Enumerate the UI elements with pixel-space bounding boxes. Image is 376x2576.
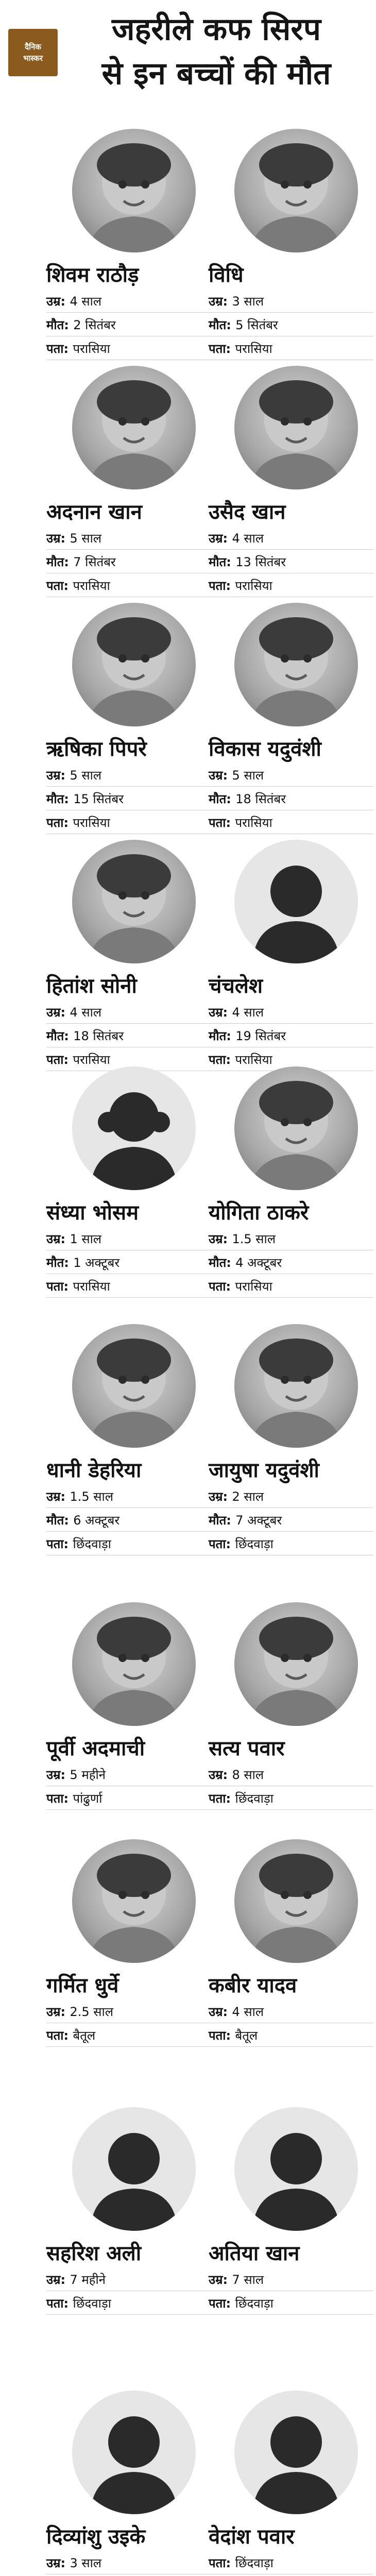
- colon: :: [223, 1489, 232, 1504]
- child-death-row: [209, 1027, 376, 1045]
- row-divider: [46, 2314, 211, 2315]
- age-value: 1 साल: [70, 1232, 102, 1246]
- age-label: उम्र: [209, 531, 223, 546]
- address-label: पता: [46, 1053, 64, 1067]
- colon: :: [60, 294, 70, 309]
- colon: :: [223, 768, 232, 783]
- child-card: [209, 366, 376, 608]
- address-value: छिंदवाड़ा: [73, 1537, 111, 1551]
- child-card: [209, 1324, 376, 1566]
- child-address-row: [46, 2295, 221, 2312]
- child-age-row: [46, 1230, 221, 1248]
- child-card: [46, 1066, 221, 1309]
- child-age-row: [46, 2003, 221, 2021]
- child-death-row: [46, 790, 221, 808]
- child-death-row: [46, 1027, 221, 1045]
- child-name: वेदांश पवार: [209, 2525, 295, 2549]
- row-divider: [46, 549, 211, 550]
- death-value: 5 सितंबर: [235, 318, 278, 332]
- child-card: [46, 603, 221, 845]
- address-label: पता: [46, 816, 64, 830]
- row-divider: [209, 312, 373, 313]
- child-name: गर्मित धुर्वे: [46, 1974, 119, 1997]
- colon: :: [226, 1537, 235, 1551]
- address-value: परासिया: [73, 1279, 110, 1294]
- death-label: मौत: [46, 555, 64, 569]
- colon: :: [60, 1232, 70, 1246]
- death-value: 2 सितंबर: [73, 318, 116, 332]
- child-photo: [72, 603, 196, 726]
- address-value: बैतूल: [235, 2028, 258, 2043]
- age-label: उम्र: [46, 1005, 61, 1020]
- child-age-row: [209, 767, 376, 784]
- child-death-row: [209, 1512, 376, 1529]
- age-label: उम्र: [209, 1232, 223, 1246]
- child-age-row: [46, 1004, 221, 1021]
- address-value: परासिया: [235, 579, 272, 593]
- colon: :: [60, 531, 70, 546]
- address-label: पता: [46, 579, 64, 593]
- colon: :: [226, 555, 236, 569]
- age-value: 4 साल: [70, 294, 102, 309]
- age-value: 5 महीने: [70, 1768, 106, 1782]
- colon: :: [64, 318, 74, 332]
- child-death-row: [46, 1512, 221, 1529]
- child-name: कबीर यादव: [209, 1974, 297, 1997]
- address-label: पता: [46, 1279, 64, 1294]
- child-age-row: [209, 1230, 376, 1248]
- child-card: [209, 1839, 376, 2081]
- age-label: उम्र: [209, 1768, 223, 1782]
- address-value: परासिया: [235, 342, 272, 356]
- child-name: विधि: [209, 263, 244, 287]
- child-age-row: [209, 293, 376, 310]
- child-card: [46, 2391, 221, 2576]
- row-divider: [46, 2046, 211, 2047]
- death-value: 4 अक्टूबर: [235, 1256, 282, 1270]
- address-value: छिंदवाड़ा: [73, 2296, 111, 2311]
- child-photo: [234, 129, 358, 252]
- age-label: उम्र: [46, 1232, 61, 1246]
- age-value: 2.5 साल: [70, 2005, 113, 2019]
- child-card: [209, 129, 376, 371]
- age-value: 1.5 साल: [232, 1232, 276, 1246]
- age-label: उम्र: [46, 1768, 61, 1782]
- colon: :: [63, 579, 73, 593]
- age-label: उम्र: [46, 1489, 61, 1504]
- child-card: [46, 1602, 221, 1844]
- child-name: चंचलेश: [209, 974, 263, 998]
- child-card: [46, 1839, 221, 2081]
- child-card: [46, 2107, 221, 2349]
- child-address-row: [209, 1790, 376, 1807]
- child-photo: [72, 840, 196, 963]
- address-value: छिंदवाड़ा: [235, 2556, 274, 2570]
- title-line-1: जहरीले कफ सिरप: [112, 11, 321, 47]
- colon: :: [226, 2296, 235, 2311]
- address-label: पता: [209, 2556, 226, 2570]
- age-label: उम्र: [46, 2556, 61, 2570]
- child-name: अतिया खान: [209, 2242, 300, 2265]
- colon: :: [226, 816, 235, 830]
- address-label: पता: [209, 579, 226, 593]
- death-label: मौत: [46, 792, 64, 806]
- death-label: मौत: [209, 318, 227, 332]
- child-address-row: [46, 1051, 221, 1069]
- child-death-row: [209, 316, 376, 334]
- colon: :: [60, 2556, 70, 2570]
- child-age-row: [46, 293, 221, 310]
- child-death-row: [46, 316, 221, 334]
- child-address-row: [209, 2295, 376, 2312]
- address-label: पता: [209, 342, 226, 356]
- colon: :: [226, 1256, 236, 1270]
- child-age-row: [209, 2271, 376, 2289]
- row-divider: [46, 1507, 211, 1508]
- age-value: 4 साल: [70, 1005, 102, 1020]
- child-name: शिवम राठौड़: [46, 263, 139, 287]
- child-card: [209, 840, 376, 1082]
- colon: :: [226, 1513, 236, 1528]
- dainik-bhaskar-logo: [8, 29, 58, 76]
- colon: :: [226, 1053, 235, 1067]
- colon: :: [63, 342, 73, 356]
- colon: :: [226, 579, 235, 593]
- row-divider: [46, 786, 211, 787]
- address-label: पता: [209, 1279, 226, 1294]
- child-name: उसैद खान: [209, 500, 286, 524]
- child-photo: [72, 1602, 196, 1726]
- child-name: विकास यदुवंशी: [209, 737, 321, 761]
- address-value: परासिया: [235, 816, 272, 830]
- child-photo: [72, 129, 196, 252]
- death-label: मौत: [46, 1513, 64, 1528]
- address-label: पता: [46, 2028, 64, 2043]
- colon: :: [226, 342, 235, 356]
- child-card: [209, 1602, 376, 1844]
- child-photo: [72, 1324, 196, 1448]
- child-name: पूर्वी अदमाची: [46, 1737, 145, 1760]
- child-address-row: [209, 2027, 376, 2044]
- row-divider: [209, 2046, 373, 2047]
- address-value: परासिया: [73, 579, 110, 593]
- child-card: [46, 129, 221, 371]
- child-card: [46, 366, 221, 608]
- age-label: उम्र: [46, 294, 61, 309]
- child-photo: [234, 1066, 358, 1190]
- title-line-2: से इन बच्चों की मौत: [101, 56, 331, 92]
- colon: :: [60, 1768, 70, 1782]
- child-card: [46, 840, 221, 1082]
- age-label: उम्र: [209, 294, 223, 309]
- child-address-row: [209, 1278, 376, 1295]
- age-value: 3 साल: [70, 2556, 102, 2570]
- colon: :: [63, 1791, 73, 1806]
- death-value: 15 सितंबर: [73, 792, 124, 806]
- age-value: 5 साल: [232, 768, 264, 783]
- age-value: 8 साल: [232, 1768, 264, 1782]
- age-value: 4 साल: [232, 531, 264, 546]
- address-value: परासिया: [73, 1053, 110, 1067]
- colon: :: [64, 1256, 74, 1270]
- colon: :: [63, 2296, 73, 2311]
- death-label: मौत: [209, 1513, 227, 1528]
- age-value: 1.5 साल: [70, 1489, 113, 1504]
- child-card: [209, 603, 376, 845]
- row-divider: [209, 1023, 373, 1024]
- colon: :: [223, 294, 232, 309]
- child-address-row: [209, 1535, 376, 1553]
- address-value: परासिया: [235, 1053, 272, 1067]
- address-label: पता: [209, 1053, 226, 1067]
- row-divider: [46, 1023, 211, 1024]
- death-label: मौत: [209, 792, 227, 806]
- child-photo: [72, 1839, 196, 1963]
- row-divider: [46, 1297, 211, 1298]
- child-age-row: [209, 530, 376, 547]
- colon: :: [226, 318, 236, 332]
- colon: :: [63, 1537, 73, 1551]
- row-divider: [46, 312, 211, 313]
- colon: :: [226, 1791, 235, 1806]
- row-divider: [209, 2314, 373, 2315]
- death-value: 18 सितंबर: [235, 792, 286, 806]
- age-label: उम्र: [209, 1005, 223, 1020]
- age-label: उम्र: [46, 531, 61, 546]
- colon: :: [226, 2028, 235, 2043]
- address-label: पता: [46, 342, 64, 356]
- address-value: छिंदवाड़ा: [235, 2296, 274, 2311]
- header: [0, 0, 376, 118]
- child-age-row: [46, 2554, 221, 2572]
- death-label: मौत: [46, 1029, 64, 1043]
- address-label: पता: [46, 1791, 64, 1806]
- row-divider: [209, 1531, 373, 1532]
- child-name: सत्य पवार: [209, 1737, 285, 1760]
- address-label: पता: [209, 2296, 226, 2311]
- child-photo: [234, 1839, 358, 1963]
- child-name: ऋषिका पिपरे: [46, 737, 147, 761]
- child-photo: [234, 603, 358, 726]
- age-label: उम्र: [209, 2273, 223, 2287]
- age-label: उम्र: [209, 2005, 223, 2019]
- silhouette-icon: [72, 2391, 196, 2514]
- child-name: जायुषा यदुवंशी: [209, 1459, 319, 1482]
- death-value: 1 अक्टूबर: [73, 1256, 120, 1270]
- address-label: पता: [46, 1537, 64, 1551]
- row-divider: [46, 1809, 211, 1810]
- child-address-row: [209, 577, 376, 595]
- age-value: 5 साल: [70, 768, 102, 783]
- age-label: उम्र: [46, 768, 61, 783]
- age-value: 5 साल: [70, 531, 102, 546]
- colon: :: [226, 2556, 235, 2570]
- colon: :: [63, 2028, 73, 2043]
- child-photo: [234, 1602, 358, 1726]
- child-name: दिव्यांशु उइके: [46, 2525, 146, 2549]
- colon: :: [223, 2005, 232, 2019]
- colon: :: [226, 792, 236, 806]
- row-divider: [209, 1507, 373, 1508]
- address-value: बैतूल: [73, 2028, 96, 2043]
- age-label: उम्र: [46, 2273, 61, 2287]
- silhouette-icon: [234, 2107, 358, 2231]
- colon: :: [223, 1768, 232, 1782]
- child-age-row: [209, 1488, 376, 1505]
- silhouette-icon: [72, 1066, 196, 1190]
- logo-line-2: भास्कर: [23, 54, 43, 63]
- address-value: परासिया: [235, 1279, 272, 1294]
- child-address-row: [209, 1051, 376, 1069]
- colon: :: [64, 1029, 74, 1043]
- child-death-row: [209, 1254, 376, 1272]
- child-address-row: [209, 814, 376, 832]
- death-value: 7 अक्टूबर: [235, 1513, 282, 1528]
- colon: :: [223, 2273, 232, 2287]
- death-label: मौत: [209, 1029, 227, 1043]
- age-value: 2 साल: [232, 1489, 264, 1504]
- colon: :: [223, 531, 232, 546]
- child-address-row: [46, 2027, 221, 2044]
- address-label: पता: [46, 2296, 64, 2311]
- child-address-row: [46, 577, 221, 595]
- row-divider: [46, 1531, 211, 1532]
- child-death-row: [46, 553, 221, 571]
- child-card: [46, 1324, 221, 1566]
- child-name: योगिता ठाकरे: [209, 1201, 309, 1225]
- address-value: छिंदवाड़ा: [235, 1791, 274, 1806]
- child-name: हितांश सोनी: [46, 974, 137, 998]
- page-title: [64, 7, 368, 96]
- death-label: मौत: [209, 1256, 227, 1270]
- age-value: 7 साल: [232, 2273, 264, 2287]
- colon: :: [223, 1232, 232, 1246]
- row-divider: [209, 1297, 373, 1298]
- age-label: उम्र: [209, 1489, 223, 1504]
- child-card: [209, 1066, 376, 1309]
- address-value: छिंदवाड़ा: [235, 1537, 274, 1551]
- child-age-row: [209, 1004, 376, 1021]
- colon: :: [226, 1029, 236, 1043]
- row-divider: [209, 549, 373, 550]
- child-address-row: [46, 814, 221, 832]
- colon: :: [63, 1053, 73, 1067]
- age-value: 4 साल: [232, 2005, 264, 2019]
- death-value: 7 सितंबर: [73, 555, 116, 569]
- death-label: मौत: [209, 555, 227, 569]
- child-death-row: [209, 790, 376, 808]
- death-value: 19 सितंबर: [235, 1029, 286, 1043]
- child-card: [209, 2107, 376, 2349]
- logo-line-1: दैनिक: [25, 42, 41, 52]
- child-address-row: [46, 1790, 221, 1807]
- child-address-row: [46, 1278, 221, 1295]
- address-label: पता: [209, 2028, 226, 2043]
- age-value: 7 महीने: [70, 2273, 106, 2287]
- address-value: परासिया: [73, 816, 110, 830]
- colon: :: [60, 2273, 70, 2287]
- child-card: [209, 2391, 376, 2576]
- child-photo: [234, 366, 358, 489]
- silhouette-icon: [234, 840, 358, 963]
- colon: :: [60, 1005, 70, 1020]
- child-age-row: [46, 767, 221, 784]
- address-value: परासिया: [73, 342, 110, 356]
- age-label: उम्र: [209, 768, 223, 783]
- child-death-row: [46, 1254, 221, 1272]
- colon: :: [64, 555, 74, 569]
- age-label: उम्र: [46, 2005, 61, 2019]
- child-address-row: [209, 340, 376, 358]
- child-address-row: [46, 340, 221, 358]
- child-photo: [72, 366, 196, 489]
- address-label: पता: [209, 816, 226, 830]
- child-address-row: [46, 1535, 221, 1553]
- child-photo: [234, 1324, 358, 1448]
- colon: :: [226, 1279, 235, 1294]
- colon: :: [63, 816, 73, 830]
- silhouette-icon: [72, 2107, 196, 2231]
- child-age-row: [46, 1488, 221, 1505]
- colon: :: [223, 1005, 232, 1020]
- colon: :: [60, 768, 70, 783]
- child-age-row: [46, 530, 221, 547]
- child-age-row: [209, 1766, 376, 1784]
- death-label: मौत: [46, 1256, 64, 1270]
- child-name: संध्या भोसम: [46, 1201, 139, 1225]
- child-name: अदनान खान: [46, 500, 142, 524]
- colon: :: [64, 792, 74, 806]
- address-label: पता: [209, 1791, 226, 1806]
- colon: :: [60, 1489, 70, 1504]
- child-address-row: [209, 2554, 376, 2572]
- colon: :: [63, 1279, 73, 1294]
- child-age-row: [46, 1766, 221, 1784]
- child-name: सहरिश अली: [46, 2242, 142, 2265]
- death-value: 13 सितंबर: [235, 555, 286, 569]
- colon: :: [60, 2005, 70, 2019]
- child-age-row: [46, 2271, 221, 2289]
- child-age-row: [209, 2003, 376, 2021]
- colon: :: [64, 1513, 74, 1528]
- child-name: धानी डेहरिया: [46, 1459, 142, 1482]
- address-label: पता: [209, 1537, 226, 1551]
- death-label: मौत: [46, 318, 64, 332]
- death-value: 18 सितंबर: [73, 1029, 124, 1043]
- death-value: 6 अक्टूबर: [73, 1513, 120, 1528]
- age-value: 4 साल: [232, 1005, 264, 1020]
- silhouette-icon: [234, 2391, 358, 2514]
- age-value: 3 साल: [232, 294, 264, 309]
- child-death-row: [209, 553, 376, 571]
- row-divider: [209, 1809, 373, 1810]
- address-value: पांढुर्णा: [73, 1791, 102, 1806]
- row-divider: [209, 786, 373, 787]
